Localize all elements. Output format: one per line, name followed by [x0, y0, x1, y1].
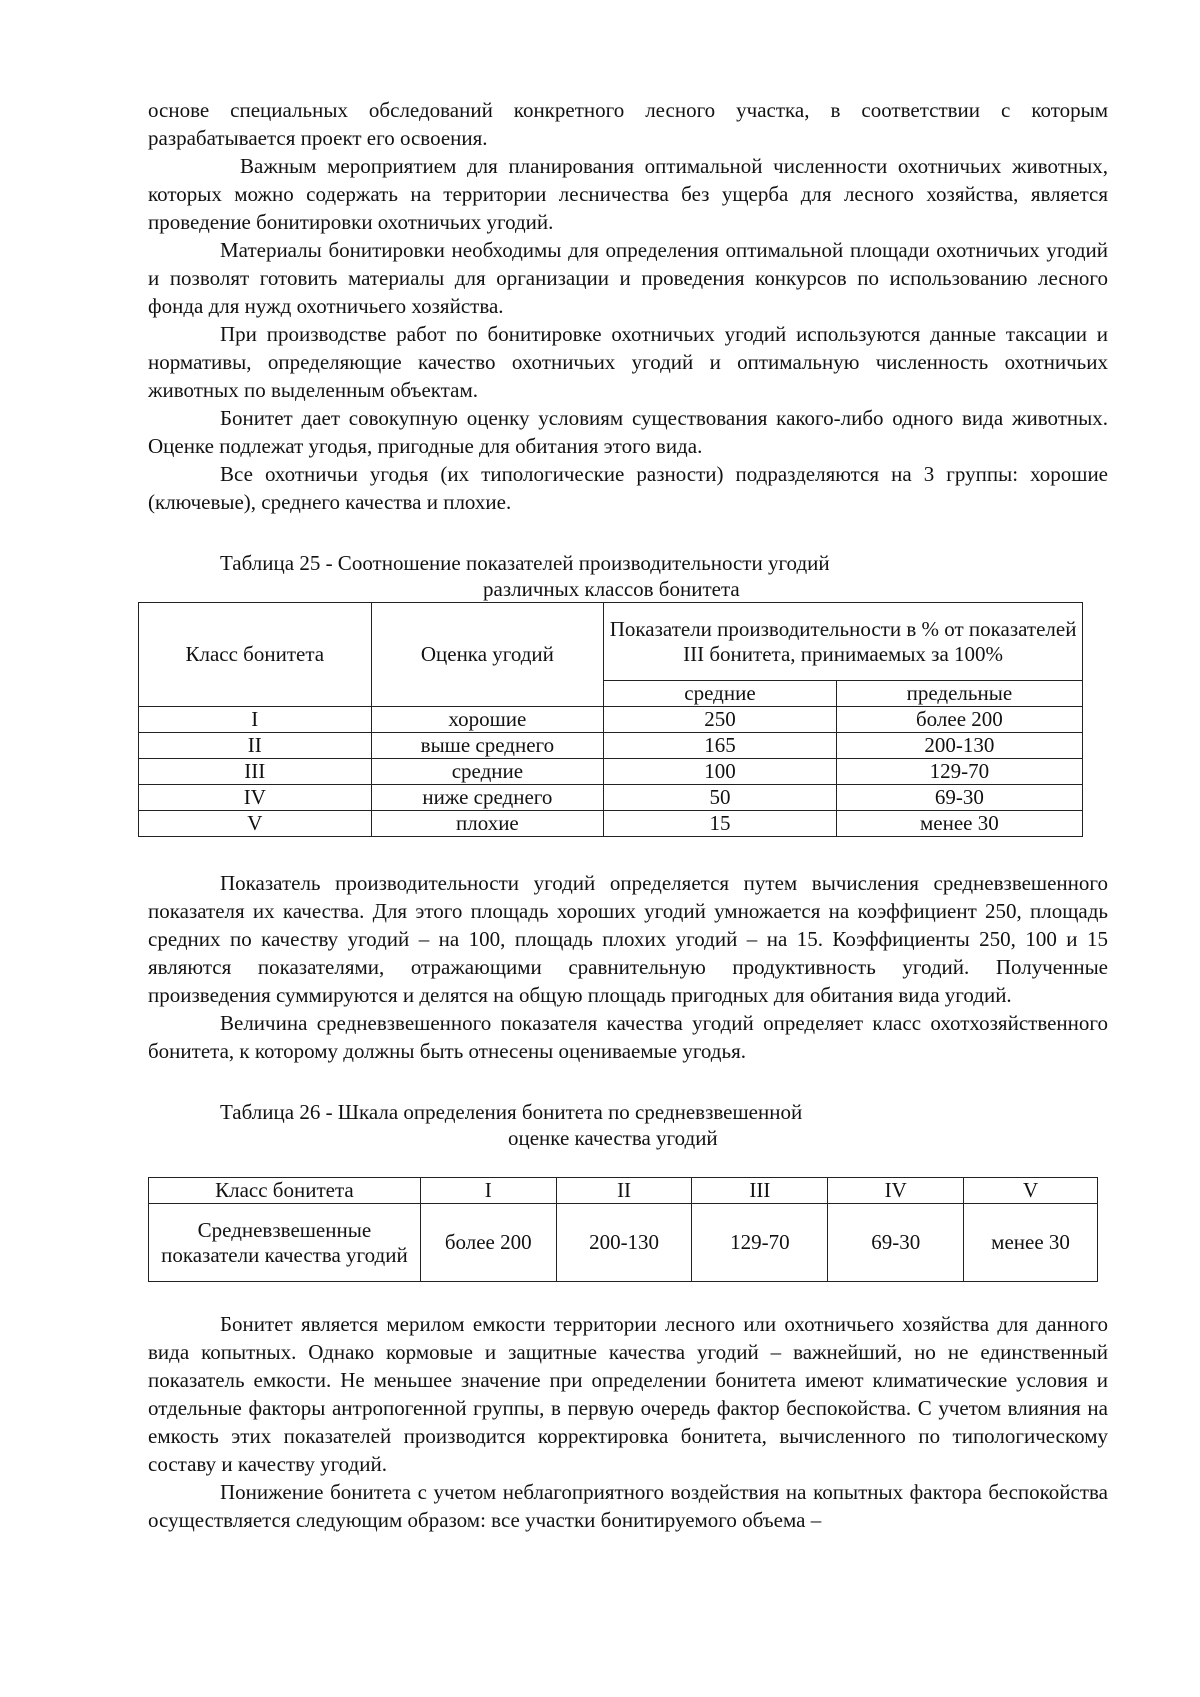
- table-cell: хорошие: [371, 707, 604, 733]
- table-26: [148, 1177, 1098, 1282]
- table-25: [138, 602, 1083, 837]
- table-cell: 165: [604, 733, 837, 759]
- table-cell: 69-30: [836, 785, 1082, 811]
- paragraph: Все охотничьи угодья (их типологические разности) подразделяются на 3 группы: хорошие (ключевые), среднего качества и плохие.: [148, 462, 1108, 514]
- table-cell: II: [556, 1178, 692, 1204]
- table-row: [149, 1204, 1098, 1282]
- table-25-caption: [148, 550, 1108, 602]
- table-row: [139, 759, 1083, 785]
- table-cell: менее 30: [836, 811, 1082, 837]
- table-caption-line: Таблица 25 - Соотношение показателей производительности угодий: [220, 551, 830, 575]
- header-cell: Класс бонитета: [139, 603, 372, 707]
- header-cell: предельные: [836, 681, 1082, 707]
- table-cell: выше среднего: [371, 733, 604, 759]
- table-cell: 50: [604, 785, 837, 811]
- table-cell: IV: [828, 1178, 964, 1204]
- table-cell: 15: [604, 811, 837, 837]
- paragraph: Величина средневзвешенного показателя качества угодий определяет класс охотхозяйственного бонитета, к которому должны быть отнесены оцениваемые угодья.: [148, 1011, 1108, 1063]
- table-cell: III: [139, 759, 372, 785]
- table-cell: II: [139, 733, 372, 759]
- table-cell: 100: [604, 759, 837, 785]
- header-cell: Средневзвешенные показатели качества угодий: [149, 1204, 421, 1282]
- paragraph: Бонитет дает совокупную оценку условиям существования какого-либо одного вида животных. Оценке подлежат угодья, пригодные для обитания этого вида.: [148, 406, 1108, 458]
- header-cell: Оценка угодий: [371, 603, 604, 707]
- table-caption-line: различных классов бонитета: [483, 577, 740, 601]
- table-cell: более 200: [836, 707, 1082, 733]
- table-cell: ниже среднего: [371, 785, 604, 811]
- paragraph: Бонитет является мерилом емкости территории лесного или охотничьего хозяйства для данного вида копытных. Однако кормовые и защитные качества угодий – важнейший, но не единственный показатель емкости. Не меньшее значение при определении бонитета имеют климатические условия и отдельные факторы антропогенной группы, в первую очередь фактор беспокойства. С учетом влияния на емкость этих показателей производится корректировка бонитета, вычисленного по типологическому составу и качеству угодий.: [148, 1312, 1108, 1476]
- table-cell: плохие: [371, 811, 604, 837]
- table-cell: IV: [139, 785, 372, 811]
- table-row: [139, 785, 1083, 811]
- document-page: [148, 96, 1108, 1534]
- paragraph: Важным мероприятием для планирования оптимальной численности охотничьих животных, которых можно содержать на территории лесничества без ущерба для лесного хозяйства, является проведение бонитировки охотничьих угодий.: [148, 154, 1108, 234]
- table-cell: менее 30: [964, 1204, 1098, 1282]
- table-cell: V: [964, 1178, 1098, 1204]
- table-cell: I: [139, 707, 372, 733]
- table-row: [139, 707, 1083, 733]
- table-cell: 129-70: [692, 1204, 828, 1282]
- table-cell: 69-30: [828, 1204, 964, 1282]
- paragraph: Понижение бонитета с учетом неблагоприятного воздействия на копытных фактора беспокойства осуществляется следующим образом: все участки бонитируемого объема –: [148, 1480, 1108, 1532]
- table-cell: III: [692, 1178, 828, 1204]
- table-row: [139, 811, 1083, 837]
- table-cell: 200-130: [836, 733, 1082, 759]
- table-cell: 129-70: [836, 759, 1082, 785]
- table-caption-line: Таблица 26 - Шкала определения бонитета по средневзвешенной: [220, 1100, 803, 1124]
- header-cell: средние: [604, 681, 837, 707]
- header-cell: Показатели производительности в % от показателей III бонитета, принимаемых за 100%: [604, 603, 1083, 681]
- table-caption-line: оценке качества угодий: [508, 1126, 718, 1150]
- table-cell: более 200: [420, 1204, 556, 1282]
- table-26-caption: [148, 1099, 1108, 1151]
- table-cell: V: [139, 811, 372, 837]
- table-cell: 250: [604, 707, 837, 733]
- paragraph: Материалы бонитировки необходимы для определения оптимальной площади охотничьих угодий и позволят готовить материалы для организации и проведения конкурсов по использованию лесного фонда для нужд охотничьего хозяйства.: [148, 238, 1108, 318]
- paragraph: Показатель производительности угодий определяется путем вычисления средневзвешенного показателя их качества. Для этого площадь хороших угодий умножается на коэффициент 250, площадь средних по качеству угодий – на 100, площадь плохих угодий – на 15. Коэффициенты 250, 100 и 15 являются показателями, отражающими сравнительную продуктивность угодий. Полученные произведения суммируются и делятся на общую площадь пригодных для обитания вида угодий.: [148, 871, 1108, 1007]
- table-cell: средние: [371, 759, 604, 785]
- table-cell: 200-130: [556, 1204, 692, 1282]
- paragraph: основе специальных обследований конкретного лесного участка, в соответствии с которым разрабатывается проект его освоения.: [148, 98, 1108, 150]
- paragraph: При производстве работ по бонитировке охотничьих угодий используются данные таксации и нормативы, определяющие качество охотничьих угодий и оптимальную численность охотничьих животных по выделенным объектам.: [148, 322, 1108, 402]
- table-row: [149, 1178, 1098, 1204]
- header-cell: Класс бонитета: [149, 1178, 421, 1204]
- table-cell: I: [420, 1178, 556, 1204]
- table-row: [139, 733, 1083, 759]
